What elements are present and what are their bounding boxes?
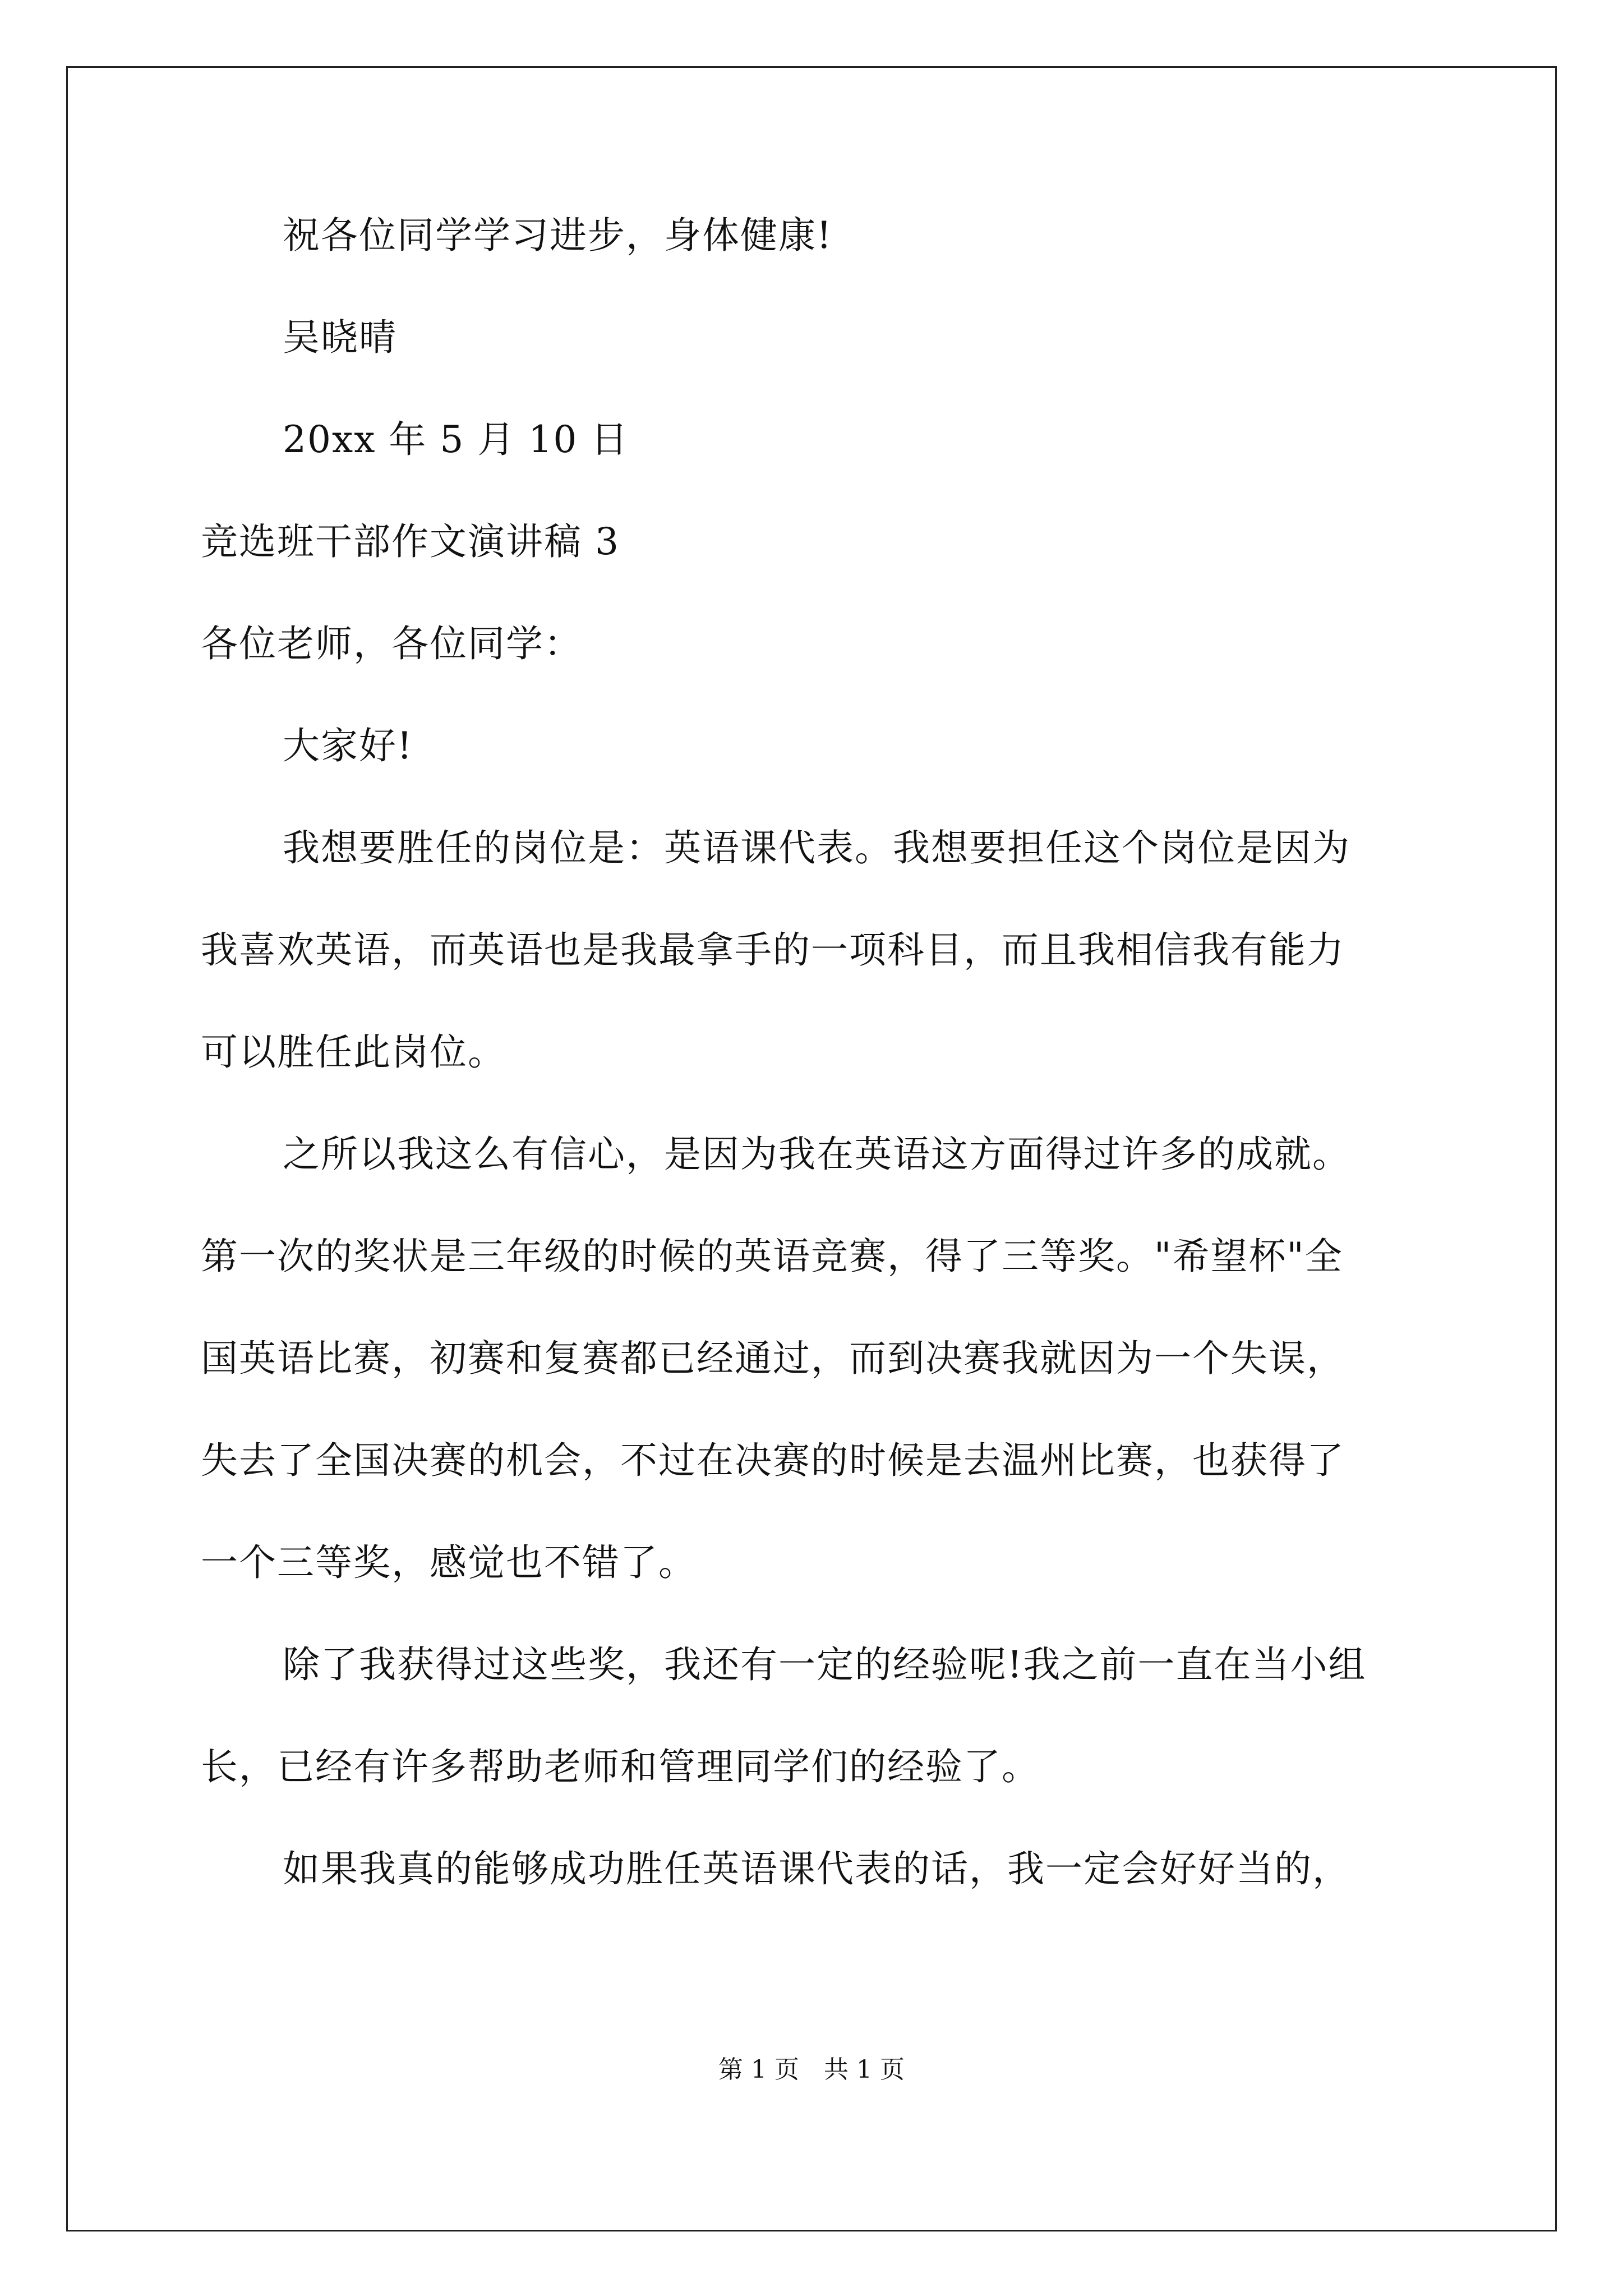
paragraph-line: 如果我真的能够成功胜任英语课代表的话，我一定会好好当的，: [283, 1847, 1350, 1890]
section-title: 竞选班干部作文演讲稿 3: [201, 520, 620, 563]
paragraph-line: 一个三等奖，感觉也不错了。: [201, 1541, 697, 1584]
paragraph-line: 可以胜任此岗位。: [201, 1030, 506, 1074]
greeting: 大家好!: [283, 724, 413, 767]
paragraph-line: 我喜欢英语，而英语也是我最拿手的一项科目，而且我相信我有能力: [201, 928, 1345, 972]
paragraph-line: 失去了全国决赛的机会，不过在决赛的时候是去温州比赛，也获得了: [201, 1439, 1345, 1482]
signature-date: 20xx 年 5 月 10 日: [283, 418, 629, 461]
paragraph-line: 第一次的奖状是三年级的时候的英语竞赛，得了三等奖。"希望杯"全: [201, 1235, 1343, 1278]
page-number-footer: 第 1 页 共 1 页: [718, 2055, 905, 2084]
paragraph-line: 国英语比赛，初赛和复赛都已经通过，而到决赛我就因为一个失误，: [201, 1337, 1345, 1380]
paragraph-line: 我想要胜任的岗位是：英语课代表。我想要担任这个岗位是因为: [283, 826, 1350, 869]
signature-name: 吴晓晴: [283, 316, 397, 359]
salutation: 各位老师，各位同学：: [201, 622, 582, 665]
paragraph-line: 长，已经有许多帮助老师和管理同学们的经验了。: [201, 1745, 1040, 1788]
paragraph-line: 除了我获得过这些奖，我还有一定的经验呢!我之前一直在当小组: [283, 1643, 1367, 1686]
paragraph-line: 之所以我这么有信心，是因为我在英语这方面得过许多的成就。: [283, 1133, 1350, 1176]
closing-wish: 祝各位同学学习进步，身体健康!: [283, 214, 833, 257]
